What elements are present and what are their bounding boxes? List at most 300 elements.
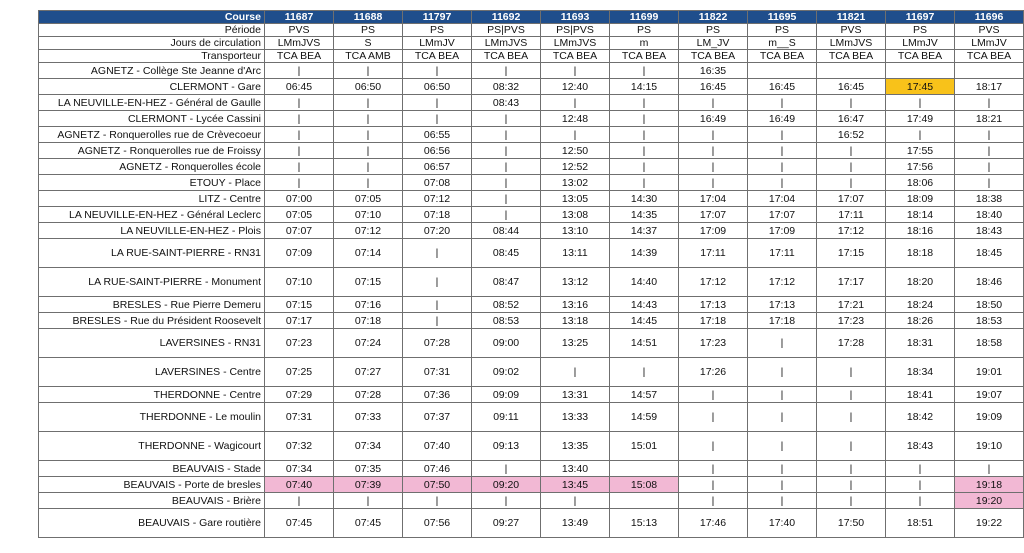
- departure-time: |: [955, 143, 1024, 159]
- departure-time: 07:27: [334, 358, 403, 387]
- departure-time: 08:47: [472, 268, 541, 297]
- departure-time: 07:32: [265, 432, 334, 461]
- departure-time: |: [472, 493, 541, 509]
- departure-time: 16:45: [748, 79, 817, 95]
- departure-time: 17:07: [817, 191, 886, 207]
- departure-time: 07:10: [334, 207, 403, 223]
- departure-time: 18:34: [886, 358, 955, 387]
- stop-row: [39, 387, 1024, 403]
- departure-time: [886, 63, 955, 79]
- departure-time: 14:59: [610, 403, 679, 432]
- departure-time: 17:12: [817, 223, 886, 239]
- departure-time: 13:16: [541, 297, 610, 313]
- departure-time: 13:05: [541, 191, 610, 207]
- departure-time: |: [748, 175, 817, 191]
- departure-time: |: [334, 95, 403, 111]
- departure-time: 17:26: [679, 358, 748, 387]
- departure-time: 18:26: [886, 313, 955, 329]
- departure-time: 07:31: [403, 358, 472, 387]
- departure-time: |: [334, 159, 403, 175]
- departure-time: 17:18: [748, 313, 817, 329]
- departure-time: 07:05: [265, 207, 334, 223]
- departure-time: [610, 493, 679, 509]
- course-number: 11797: [403, 11, 472, 24]
- stop-name: AGNETZ - Collège Ste Jeanne d'Arc: [39, 63, 265, 79]
- departure-time: 14:45: [610, 313, 679, 329]
- departure-time: |: [334, 63, 403, 79]
- stop-name: LA RUE-SAINT-PIERRE - RN31: [39, 239, 265, 268]
- departure-time: |: [541, 358, 610, 387]
- departure-time: 14:43: [610, 297, 679, 313]
- departure-time: 07:15: [334, 268, 403, 297]
- departure-time: |: [610, 111, 679, 127]
- departure-time: 18:53: [955, 313, 1024, 329]
- departure-time: |: [472, 461, 541, 477]
- stop-row: [39, 358, 1024, 387]
- departure-time: |: [265, 175, 334, 191]
- departure-time: 07:29: [265, 387, 334, 403]
- stop-name: LA NEUVILLE-EN-HEZ - Général de Gaulle: [39, 95, 265, 111]
- departure-time: 09:20: [472, 477, 541, 493]
- stop-row: [39, 297, 1024, 313]
- departure-time: 13:49: [541, 509, 610, 538]
- departure-time: |: [886, 95, 955, 111]
- stop-row: [39, 509, 1024, 538]
- departure-time: |: [334, 175, 403, 191]
- departure-time: |: [403, 239, 472, 268]
- stop-row: [39, 432, 1024, 461]
- departure-time: |: [265, 143, 334, 159]
- stop-row: [39, 63, 1024, 79]
- departure-time: |: [748, 477, 817, 493]
- transporteur-value: TCA AMB: [334, 50, 403, 63]
- departure-time: |: [748, 95, 817, 111]
- course-number: 11696: [955, 11, 1024, 24]
- departure-time: 06:50: [334, 79, 403, 95]
- departure-time: |: [955, 127, 1024, 143]
- stop-name: LA NEUVILLE-EN-HEZ - Plois: [39, 223, 265, 239]
- departure-time: 17:07: [679, 207, 748, 223]
- departure-time: 14:30: [610, 191, 679, 207]
- departure-time: 08:45: [472, 239, 541, 268]
- departure-time: 06:50: [403, 79, 472, 95]
- stop-name: THERDONNE - Wagicourt: [39, 432, 265, 461]
- departure-time: |: [817, 403, 886, 432]
- departure-time: 17:12: [748, 268, 817, 297]
- course-number: 11687: [265, 11, 334, 24]
- departure-time: 06:55: [403, 127, 472, 143]
- departure-time: 09:27: [472, 509, 541, 538]
- departure-time: 09:09: [472, 387, 541, 403]
- departure-time: 16:45: [679, 79, 748, 95]
- departure-time: |: [955, 95, 1024, 111]
- departure-time: 13:10: [541, 223, 610, 239]
- stop-name: CLERMONT - Lycée Cassini: [39, 111, 265, 127]
- departure-time: |: [679, 159, 748, 175]
- departure-time: 13:18: [541, 313, 610, 329]
- departure-time: |: [541, 127, 610, 143]
- departure-time: 18:38: [955, 191, 1024, 207]
- departure-time: 17:49: [886, 111, 955, 127]
- departure-time: 17:07: [748, 207, 817, 223]
- departure-time: 17:40: [748, 509, 817, 538]
- departure-time: 19:22: [955, 509, 1024, 538]
- transporteur-row: [39, 50, 1024, 63]
- departure-time: 07:45: [265, 509, 334, 538]
- departure-time: 17:17: [817, 268, 886, 297]
- departure-time: 17:45: [886, 79, 955, 95]
- departure-time: |: [610, 95, 679, 111]
- departure-time: 16:49: [679, 111, 748, 127]
- departure-time: |: [817, 175, 886, 191]
- course-number: 11697: [886, 11, 955, 24]
- departure-time: [610, 461, 679, 477]
- departure-time: |: [472, 207, 541, 223]
- stop-name: AGNETZ - Ronquerolles rue de Froissy: [39, 143, 265, 159]
- jours-value: LMmJV: [403, 37, 472, 50]
- periode-value: PVS: [265, 24, 334, 37]
- departure-time: |: [472, 63, 541, 79]
- departure-time: 06:57: [403, 159, 472, 175]
- departure-time: |: [334, 111, 403, 127]
- stop-row: [39, 477, 1024, 493]
- departure-time: 18:43: [886, 432, 955, 461]
- departure-time: 19:09: [955, 403, 1024, 432]
- departure-time: |: [748, 493, 817, 509]
- stop-row: [39, 239, 1024, 268]
- periode-value: PS: [610, 24, 679, 37]
- departure-time: 18:18: [886, 239, 955, 268]
- departure-time: 09:11: [472, 403, 541, 432]
- departure-time: |: [886, 477, 955, 493]
- departure-time: 16:47: [817, 111, 886, 127]
- departure-time: |: [817, 95, 886, 111]
- departure-time: 07:16: [334, 297, 403, 313]
- departure-time: 07:35: [334, 461, 403, 477]
- jours-value: LM_JV: [679, 37, 748, 50]
- course-header-row: [39, 11, 1024, 24]
- departure-time: 08:44: [472, 223, 541, 239]
- departure-time: 07:12: [403, 191, 472, 207]
- departure-time: |: [541, 95, 610, 111]
- departure-time: [748, 63, 817, 79]
- jours-value: m: [610, 37, 679, 50]
- transporteur-value: TCA BEA: [955, 50, 1024, 63]
- departure-time: 14:40: [610, 268, 679, 297]
- departure-time: 18:58: [955, 329, 1024, 358]
- departure-time: 07:05: [334, 191, 403, 207]
- departure-time: 07:40: [403, 432, 472, 461]
- departure-time: |: [472, 159, 541, 175]
- departure-time: |: [886, 127, 955, 143]
- departure-time: |: [265, 95, 334, 111]
- course-number: 11692: [472, 11, 541, 24]
- departure-time: |: [472, 175, 541, 191]
- departure-time: |: [886, 493, 955, 509]
- course-number: 11822: [679, 11, 748, 24]
- departure-time: 07:34: [265, 461, 334, 477]
- departure-time: |: [265, 159, 334, 175]
- departure-time: 12:50: [541, 143, 610, 159]
- departure-time: 07:37: [403, 403, 472, 432]
- departure-time: 18:24: [886, 297, 955, 313]
- stop-row: [39, 493, 1024, 509]
- periode-value: PS: [679, 24, 748, 37]
- departure-time: |: [403, 493, 472, 509]
- departure-time: 08:53: [472, 313, 541, 329]
- departure-time: 17:46: [679, 509, 748, 538]
- departure-time: 07:18: [334, 313, 403, 329]
- jours-value: LMmJVS: [472, 37, 541, 50]
- departure-time: 08:43: [472, 95, 541, 111]
- departure-time: 14:51: [610, 329, 679, 358]
- departure-time: 07:45: [334, 509, 403, 538]
- departure-time: 07:46: [403, 461, 472, 477]
- departure-time: 17:18: [679, 313, 748, 329]
- periode-value: PVS: [955, 24, 1024, 37]
- departure-time: 18:46: [955, 268, 1024, 297]
- departure-time: 17:50: [817, 509, 886, 538]
- departure-time: 07:08: [403, 175, 472, 191]
- departure-time: 15:13: [610, 509, 679, 538]
- departure-time: 13:35: [541, 432, 610, 461]
- departure-time: 18:43: [955, 223, 1024, 239]
- departure-time: 07:18: [403, 207, 472, 223]
- periode-value: PS: [403, 24, 472, 37]
- departure-time: 07:09: [265, 239, 334, 268]
- departure-time: |: [541, 493, 610, 509]
- departure-time: 18:16: [886, 223, 955, 239]
- departure-time: |: [817, 159, 886, 175]
- departure-time: 13:40: [541, 461, 610, 477]
- departure-time: 16:35: [679, 63, 748, 79]
- jours-value: LMmJVS: [265, 37, 334, 50]
- departure-time: 17:11: [817, 207, 886, 223]
- stop-row: [39, 313, 1024, 329]
- departure-time: 17:23: [679, 329, 748, 358]
- departure-time: 14:37: [610, 223, 679, 239]
- departure-time: 07:17: [265, 313, 334, 329]
- periode-value: PVS: [817, 24, 886, 37]
- departure-time: 17:21: [817, 297, 886, 313]
- stop-name: BEAUVAIS - Brière: [39, 493, 265, 509]
- departure-time: 17:09: [679, 223, 748, 239]
- departure-time: 17:13: [679, 297, 748, 313]
- departure-time: 18:06: [886, 175, 955, 191]
- transporteur-value: TCA BEA: [403, 50, 472, 63]
- periode-label: Période: [39, 24, 265, 37]
- departure-time: 18:50: [955, 297, 1024, 313]
- departure-time: |: [748, 329, 817, 358]
- departure-time: |: [265, 493, 334, 509]
- stop-name: LAVERSINES - RN31: [39, 329, 265, 358]
- departure-time: 18:42: [886, 403, 955, 432]
- stop-name: BEAUVAIS - Stade: [39, 461, 265, 477]
- stop-row: [39, 191, 1024, 207]
- departure-time: 07:00: [265, 191, 334, 207]
- departure-time: |: [610, 159, 679, 175]
- stop-name: BRESLES - Rue Pierre Demeru: [39, 297, 265, 313]
- stop-name: AGNETZ - Ronquerolles rue de Crèvecoeur: [39, 127, 265, 143]
- timetable-container: [38, 10, 1024, 538]
- stop-name: LITZ - Centre: [39, 191, 265, 207]
- departure-time: |: [817, 461, 886, 477]
- departure-time: 17:56: [886, 159, 955, 175]
- departure-time: 07:12: [334, 223, 403, 239]
- departure-time: |: [817, 358, 886, 387]
- departure-time: 13:12: [541, 268, 610, 297]
- departure-time: 17:11: [748, 239, 817, 268]
- departure-time: |: [817, 143, 886, 159]
- departure-time: 07:28: [403, 329, 472, 358]
- departure-time: 17:23: [817, 313, 886, 329]
- stop-name: CLERMONT - Gare: [39, 79, 265, 95]
- departure-time: 18:40: [955, 207, 1024, 223]
- departure-time: 18:20: [886, 268, 955, 297]
- jours-value: m__S: [748, 37, 817, 50]
- departure-time: 17:04: [748, 191, 817, 207]
- departure-time: 07:33: [334, 403, 403, 432]
- departure-time: 08:52: [472, 297, 541, 313]
- transporteur-value: TCA BEA: [748, 50, 817, 63]
- departure-time: 19:01: [955, 358, 1024, 387]
- departure-time: 07:50: [403, 477, 472, 493]
- periode-value: PS|PVS: [472, 24, 541, 37]
- departure-time: 17:12: [679, 268, 748, 297]
- jours-value: LMmJVS: [541, 37, 610, 50]
- transporteur-value: TCA BEA: [541, 50, 610, 63]
- departure-time: 07:40: [265, 477, 334, 493]
- jours-label: Jours de circulation: [39, 37, 265, 50]
- departure-time: 14:15: [610, 79, 679, 95]
- stop-name: BEAUVAIS - Porte de bresles: [39, 477, 265, 493]
- departure-time: 09:13: [472, 432, 541, 461]
- departure-time: 12:52: [541, 159, 610, 175]
- departure-time: 16:49: [748, 111, 817, 127]
- departure-time: |: [679, 95, 748, 111]
- departure-time: 13:45: [541, 477, 610, 493]
- departure-time: 17:55: [886, 143, 955, 159]
- course-number: 11699: [610, 11, 679, 24]
- stop-row: [39, 207, 1024, 223]
- departure-time: 07:36: [403, 387, 472, 403]
- departure-time: |: [679, 493, 748, 509]
- departure-time: |: [748, 387, 817, 403]
- departure-time: |: [748, 461, 817, 477]
- departure-time: |: [403, 63, 472, 79]
- departure-time: 19:20: [955, 493, 1024, 509]
- departure-time: |: [334, 127, 403, 143]
- stop-row: [39, 329, 1024, 358]
- departure-time: 18:09: [886, 191, 955, 207]
- departure-time: 19:07: [955, 387, 1024, 403]
- transporteur-value: TCA BEA: [886, 50, 955, 63]
- stop-name: LA RUE-SAINT-PIERRE - Monument: [39, 268, 265, 297]
- departure-time: |: [817, 432, 886, 461]
- course-label: Course: [39, 11, 265, 24]
- periode-row: [39, 24, 1024, 37]
- departure-time: 17:28: [817, 329, 886, 358]
- stop-name: BRESLES - Rue du Président Roosevelt: [39, 313, 265, 329]
- stop-row: [39, 111, 1024, 127]
- departure-time: |: [472, 143, 541, 159]
- departure-time: 14:39: [610, 239, 679, 268]
- departure-time: |: [955, 175, 1024, 191]
- stop-row: [39, 268, 1024, 297]
- departure-time: 18:45: [955, 239, 1024, 268]
- transporteur-value: TCA BEA: [610, 50, 679, 63]
- departure-time: |: [748, 358, 817, 387]
- departure-time: 18:14: [886, 207, 955, 223]
- departure-time: 18:31: [886, 329, 955, 358]
- departure-time: |: [748, 403, 817, 432]
- departure-time: |: [541, 63, 610, 79]
- departure-time: 14:35: [610, 207, 679, 223]
- jours-value: LMmJV: [886, 37, 955, 50]
- departure-time: 19:10: [955, 432, 1024, 461]
- departure-time: |: [955, 461, 1024, 477]
- departure-time: |: [265, 127, 334, 143]
- departure-time: |: [679, 477, 748, 493]
- departure-time: 12:40: [541, 79, 610, 95]
- course-number: 11693: [541, 11, 610, 24]
- stop-name: LAVERSINES - Centre: [39, 358, 265, 387]
- departure-time: 17:04: [679, 191, 748, 207]
- periode-value: PS: [334, 24, 403, 37]
- stop-name: AGNETZ - Ronquerolles école: [39, 159, 265, 175]
- departure-time: [955, 63, 1024, 79]
- departure-time: 07:25: [265, 358, 334, 387]
- departure-time: 13:31: [541, 387, 610, 403]
- transporteur-value: TCA BEA: [817, 50, 886, 63]
- departure-time: 09:00: [472, 329, 541, 358]
- timetable-body: [39, 63, 1024, 538]
- stop-row: [39, 223, 1024, 239]
- departure-time: 17:15: [817, 239, 886, 268]
- stop-name: LA NEUVILLE-EN-HEZ - Général Leclerc: [39, 207, 265, 223]
- departure-time: 08:32: [472, 79, 541, 95]
- departure-time: |: [403, 95, 472, 111]
- departure-time: 07:39: [334, 477, 403, 493]
- stop-name: THERDONNE - Le moulin: [39, 403, 265, 432]
- jours-value: S: [334, 37, 403, 50]
- departure-time: |: [748, 143, 817, 159]
- departure-time: 17:09: [748, 223, 817, 239]
- departure-time: 16:52: [817, 127, 886, 143]
- departure-time: 06:56: [403, 143, 472, 159]
- departure-time: |: [403, 297, 472, 313]
- transporteur-value: TCA BEA: [472, 50, 541, 63]
- course-number: 11688: [334, 11, 403, 24]
- course-number: 11695: [748, 11, 817, 24]
- departure-time: 07:23: [265, 329, 334, 358]
- departure-time: |: [265, 111, 334, 127]
- departure-time: 07:56: [403, 509, 472, 538]
- departure-time: |: [748, 159, 817, 175]
- departure-time: |: [679, 143, 748, 159]
- departure-time: |: [610, 127, 679, 143]
- departure-time: |: [610, 143, 679, 159]
- stop-row: [39, 143, 1024, 159]
- departure-time: 07:24: [334, 329, 403, 358]
- departure-time: |: [679, 432, 748, 461]
- departure-time: 07:07: [265, 223, 334, 239]
- stop-name: ETOUY - Place: [39, 175, 265, 191]
- departure-time: |: [679, 403, 748, 432]
- stop-row: [39, 175, 1024, 191]
- departure-time: 13:08: [541, 207, 610, 223]
- transporteur-value: TCA BEA: [679, 50, 748, 63]
